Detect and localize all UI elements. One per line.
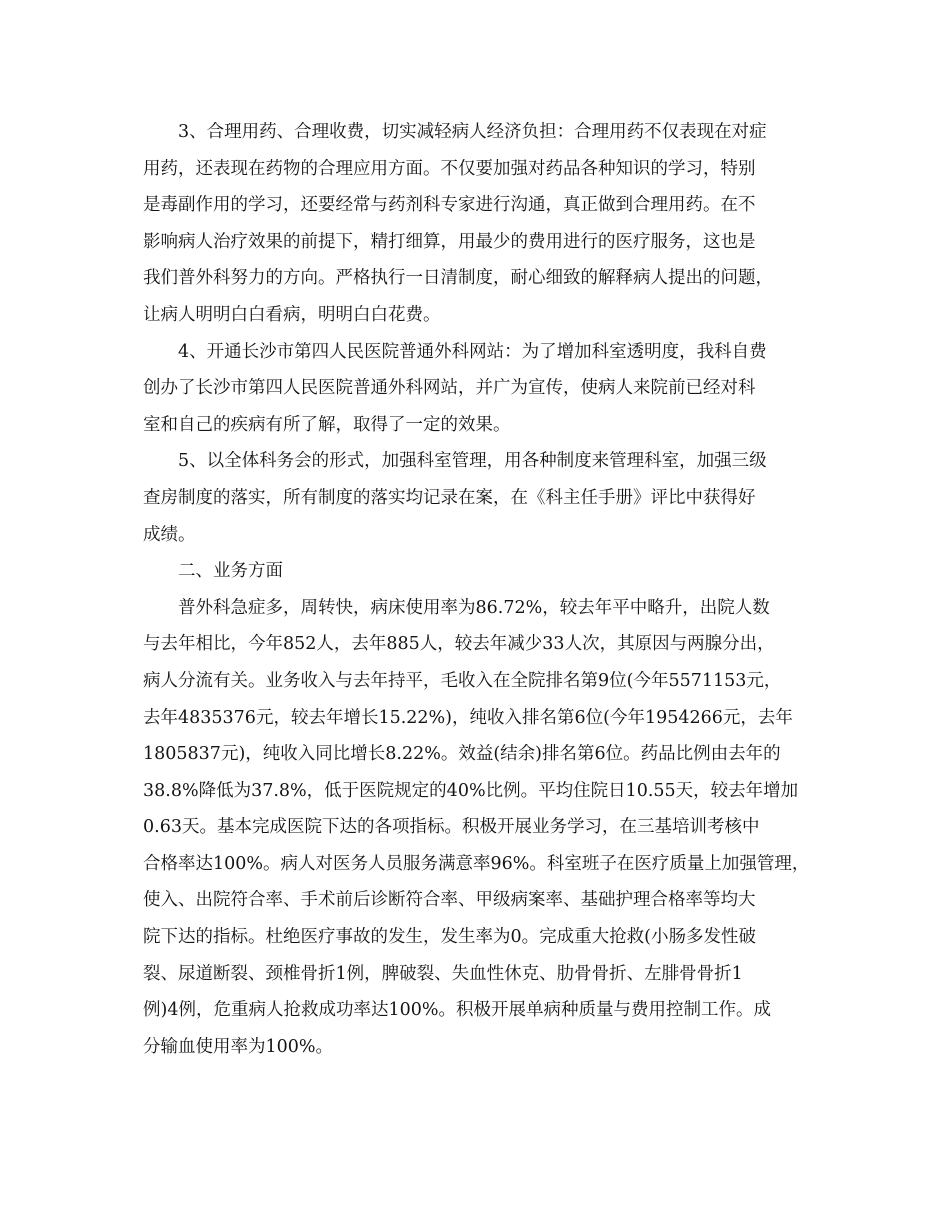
paragraph-3-line: 我们普外科努力的方向。严格执行一日清制度，耐心细致的解释病人提出的问题， bbox=[143, 268, 773, 289]
business-paragraph-line: 病人分流有关。业务收入与去年持平，毛收入在全院排名第9位(今年5571153元， bbox=[143, 670, 782, 691]
business-paragraph-line: 1805837元)，纯收入同比增长8.22%。效益(结余)排名第6位。药品比例由去年的 bbox=[143, 744, 781, 765]
paragraph-4-line: 创办了长沙市第四人民医院普通外科网站，并广为宣传，使病人来院前已经对科 bbox=[143, 378, 756, 399]
paragraph-4-line: 4、开通长沙市第四人民医院普通外科网站：为了增加科室透明度，我科自费 bbox=[178, 341, 767, 362]
business-paragraph-line: 38.8%降低为37.8%，低于医院规定的40%比例。平均住院日10.55天，较去年增加 bbox=[143, 780, 799, 801]
business-paragraph-line: 与去年相比，今年852人，去年885人，较去年减少33人次，其原因与两腺分出， bbox=[143, 634, 775, 655]
business-paragraph-line: 合格率达100%。病人对医务人员服务满意率96%。科室班子在医疗质量上加强管理， bbox=[143, 853, 810, 874]
paragraph-5-line: 查房制度的落实，所有制度的落实均记录在案，在《科主任手册》评比中获得好 bbox=[143, 487, 756, 508]
paragraph-3-line: 让病人明明白白看病，明明白白花费。 bbox=[143, 304, 441, 325]
document-body bbox=[143, 114, 823, 1065]
business-paragraph-line: 普外科急症多，周转快，病床使用率为86.72%，较去年平中略升，出院人数 bbox=[178, 597, 770, 618]
business-paragraph-line: 去年4835376元，较去年增长15.22%)，纯收入排名第6位(今年1954266元，去年 bbox=[143, 707, 793, 728]
paragraph-3-line: 是毒副作用的学习，还要经常与药剂科专家进行沟通，真正做到合理用药。在不 bbox=[143, 195, 756, 216]
section-heading: 二、业务方面 bbox=[178, 561, 283, 582]
business-paragraph-line: 使入、出院符合率、手术前后诊断符合率、甲级病案率、基础护理合格率等均大 bbox=[143, 890, 756, 911]
business-paragraph-line: 例)4例，危重病人抢救成功率达100%。积极开展单病种质量与费用控制工作。成 bbox=[143, 1000, 771, 1021]
paragraph-3-line: 用药，还表现在药物的合理应用方面。不仅要加强对药品各种知识的学习，特别 bbox=[143, 158, 756, 179]
business-paragraph-line: 分输血使用率为100%。 bbox=[143, 1036, 334, 1057]
business-paragraph-line: 院下达的指标。杜绝医疗事故的发生，发生率为0。完成重大抢救(小肠多发性破 bbox=[143, 927, 756, 948]
business-paragraph-line: 0.63天。基本完成医院下达的各项指标。积极开展业务学习，在三基培训考核中 bbox=[143, 817, 760, 838]
business-paragraph-line: 裂、尿道断裂、颈椎骨折1例，脾破裂、失血性休克、肋骨骨折、左腓骨骨折1 bbox=[143, 963, 743, 984]
paragraph-3-line: 影响病人治疗效果的前提下，精打细算，用最少的费用进行的医疗服务，这也是 bbox=[143, 231, 756, 252]
paragraph-3-line: 3、合理用药、合理收费，切实减轻病人经济负担：合理用药不仅表现在对症 bbox=[178, 122, 767, 142]
paragraph-5-line: 成绩。 bbox=[143, 524, 196, 545]
paragraph-5-line: 5、以全体科务会的形式，加强科室管理，用各种制度来管理科室，加强三级 bbox=[178, 451, 767, 472]
paragraph-4-line: 室和自己的疾病有所了解，取得了一定的效果。 bbox=[143, 414, 511, 435]
